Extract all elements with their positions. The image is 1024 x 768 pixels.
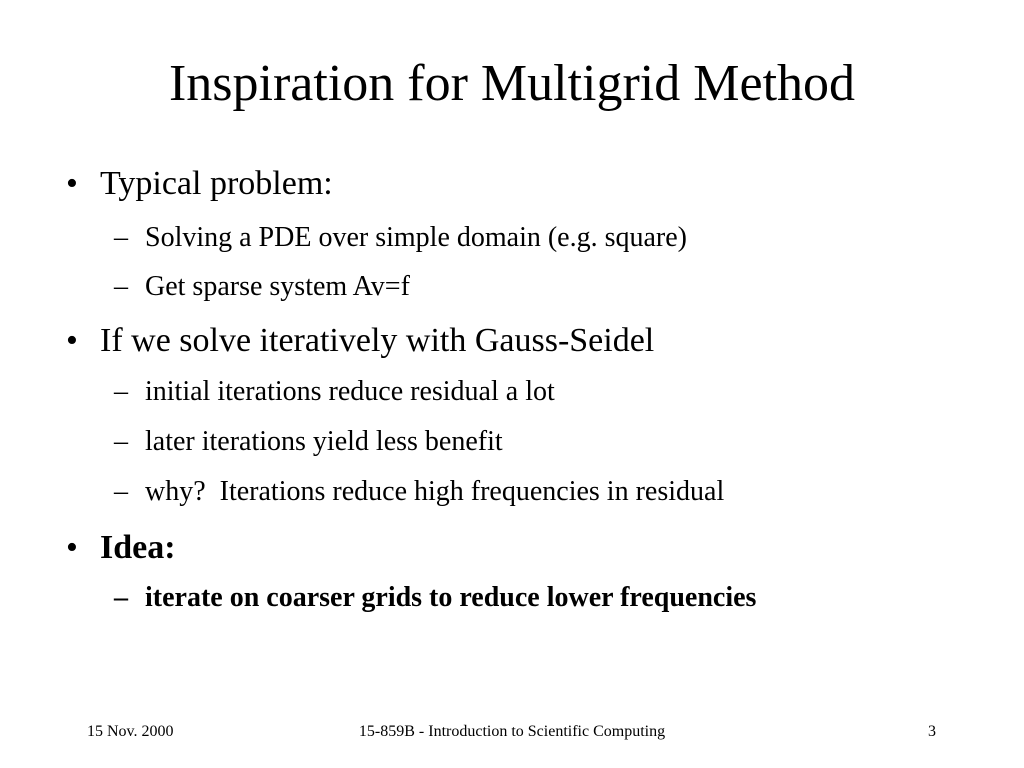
footer-date: 15 Nov. 2000 [87, 723, 174, 740]
bullet-marker: • [66, 322, 78, 359]
bullet-typical-problem [0, 164, 1024, 204]
sub-bullet-sparse-system [0, 270, 1024, 304]
sub-bullet-later-iterations [0, 425, 1024, 459]
sub-bullet-marker: – [114, 426, 128, 457]
slide-title: Inspiration for Multigrid Method [168, 55, 856, 112]
bullet-gauss-seidel [0, 321, 1024, 361]
sub-bullet-text: initial iterations reduce residual a lot [145, 376, 555, 407]
sub-bullet-marker: – [114, 376, 128, 407]
footer-page-number: 3 [928, 723, 936, 740]
bullet-text: If we solve iteratively with Gauss-Seidel [100, 322, 655, 359]
sub-bullet-why [0, 475, 1024, 509]
footer-course: 15-859B - Introduction to Scientific Computing [358, 723, 666, 740]
sub-bullet-marker: – [114, 271, 128, 302]
sub-bullet-text: later iterations yield less benefit [145, 426, 503, 457]
sub-bullet-text: why? Iterations reduce high frequencies in residual [145, 476, 725, 507]
bullet-idea [0, 528, 1024, 568]
sub-bullet-initial-iterations [0, 375, 1024, 409]
sub-bullet-coarser-grids [0, 581, 1024, 615]
bullet-text: Idea: [100, 529, 176, 566]
bullet-marker: • [66, 165, 78, 202]
sub-bullet-marker: – [114, 582, 128, 613]
bullet-text: Typical problem: [100, 165, 333, 202]
sub-bullet-marker: – [114, 222, 128, 253]
bullet-marker: • [66, 529, 78, 566]
sub-bullet-solving-pde [0, 221, 1024, 255]
sub-bullet-text: iterate on coarser grids to reduce lower frequencies [145, 582, 757, 613]
sub-bullet-marker: – [114, 476, 128, 507]
sub-bullet-text: Solving a PDE over simple domain (e.g. square) [145, 222, 688, 253]
sub-bullet-text: Get sparse system Av=f [145, 271, 410, 302]
